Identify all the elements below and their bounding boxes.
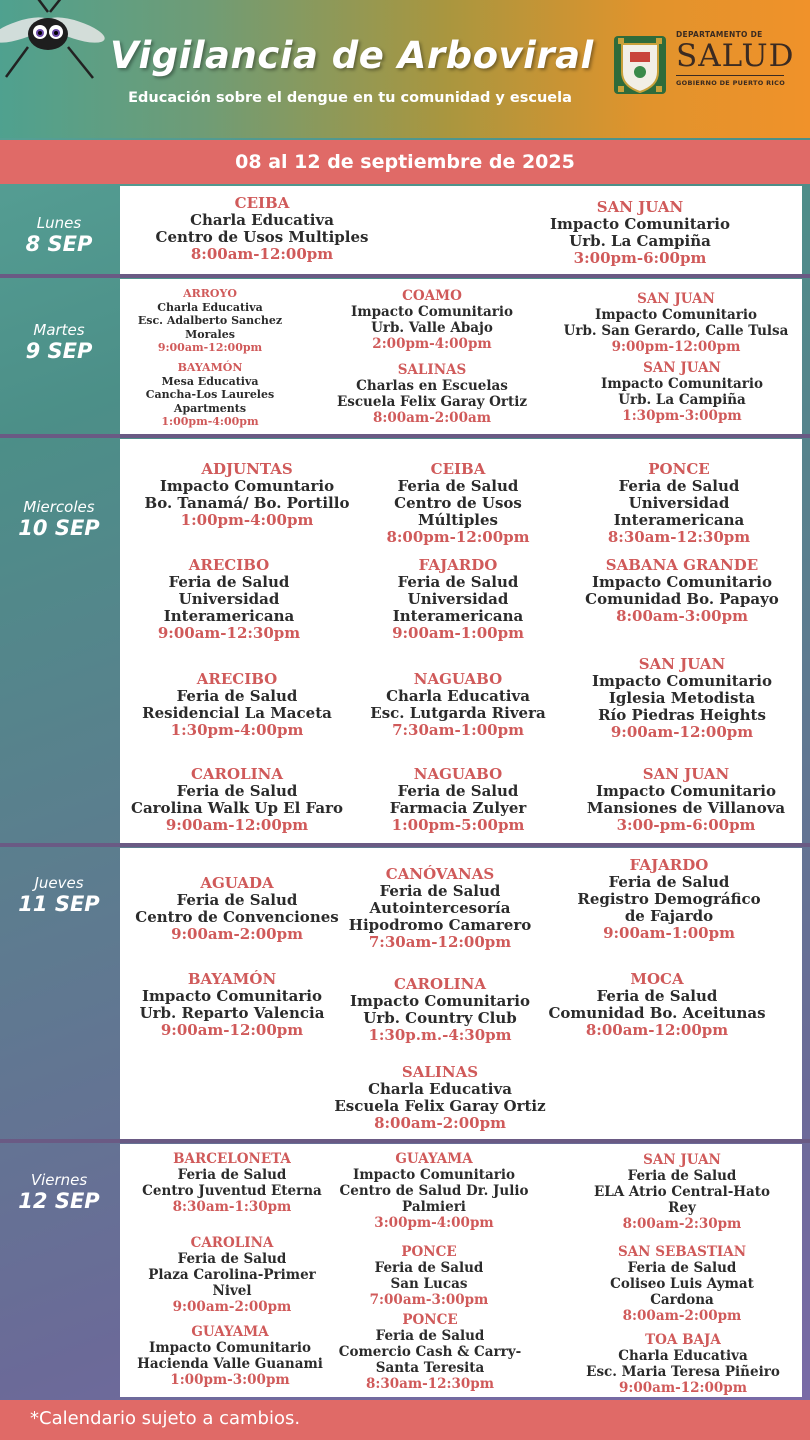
day-date: 8 SEP xyxy=(25,232,93,256)
event-naguabo xyxy=(350,671,566,739)
event-time: 9:00pm-12:00pm xyxy=(611,339,741,355)
event-place: SAN JUAN xyxy=(643,360,721,376)
event-line: Rey xyxy=(668,1200,696,1216)
event-time: 8:30am-12:30pm xyxy=(607,528,751,546)
event-line: Feria de Salud xyxy=(627,1168,737,1184)
event-coamo xyxy=(322,288,542,352)
event-line: Urb. La Campiña xyxy=(569,232,711,250)
event-line: Feria de Salud xyxy=(177,1251,287,1267)
date-range-banner: 08 al 12 de septiembre de 2025 xyxy=(0,140,810,184)
event-line: Nivel xyxy=(212,1283,252,1299)
event-time: 8:00am-3:00pm xyxy=(616,607,748,625)
event-line: Feria de Salud xyxy=(397,573,519,591)
government-label: GOBIERNO DE PUERTO RICO xyxy=(676,79,786,87)
event-line: Feria de Salud xyxy=(375,1328,485,1344)
event-place: BAYAMÓN xyxy=(187,970,277,988)
event-line: de Fajardo xyxy=(624,907,714,925)
day-label-viernes xyxy=(0,1171,118,1213)
day-name: Martes xyxy=(33,321,85,339)
event-line: Charla Educativa xyxy=(157,300,263,314)
event-line: Interamericana xyxy=(163,607,295,625)
day-date: 11 SEP xyxy=(18,892,100,916)
event-place: CEIBA xyxy=(234,194,290,212)
event-time: 9:00am-12:00pm xyxy=(165,816,309,834)
day-name: Jueves xyxy=(34,874,84,892)
event-sabana-grande xyxy=(570,557,794,625)
event-place: COAMO xyxy=(402,288,462,304)
event-time: 9:00am-1:00pm xyxy=(603,924,735,942)
event-line: Impacto Comunitario xyxy=(592,573,772,591)
event-line: Impacto Comunitario xyxy=(596,782,776,800)
event-time: 1:30pm-3:00pm xyxy=(622,408,742,424)
event-line: Morales xyxy=(185,327,235,341)
event-time: 9:00am-12:00pm xyxy=(618,1380,748,1396)
event-arecibo xyxy=(126,557,332,642)
event-line: Universidad xyxy=(178,590,280,608)
event-time: 2:00pm-4:00pm xyxy=(372,336,492,352)
event-place: BARCELONETA xyxy=(173,1151,291,1167)
event-line: Centro de Usos Multiples xyxy=(155,228,369,246)
event-place: CANÓVANAS xyxy=(385,865,495,883)
day-label-jueves xyxy=(0,874,118,916)
event-line: Comunidad Bo. Papayo xyxy=(585,590,779,608)
event-salinas xyxy=(312,362,552,426)
day-label-lunes xyxy=(0,214,118,256)
day-name: Lunes xyxy=(36,214,82,232)
page-title: Vigilancia de Arboviral xyxy=(110,34,594,77)
event-line: Coliseo Luis Aymat xyxy=(610,1276,754,1292)
footer xyxy=(0,1400,810,1440)
day-date: 12 SEP xyxy=(18,1189,100,1213)
event-line: Cancha-Los Laureles xyxy=(145,388,275,401)
event-line: Charla Educativa xyxy=(368,1080,512,1098)
event-ponce xyxy=(330,1312,530,1392)
event-guayama xyxy=(334,1151,534,1231)
event-line: Urb. Valle Abajo xyxy=(371,320,493,336)
event-line: Feria de Salud xyxy=(596,987,718,1005)
event-time: 9:00am-12:30pm xyxy=(157,624,301,642)
event-line: Bo. Tanamá/ Bo. Portillo xyxy=(144,494,350,512)
event-place: AGUADA xyxy=(200,874,274,892)
event-time: 3:00pm-6:00pm xyxy=(573,249,707,267)
event-place: ARECIBO xyxy=(188,556,270,574)
department-logo xyxy=(676,30,796,87)
event-line: Comunidad Bo. Aceitunas xyxy=(548,1004,766,1022)
event-line: Autointercesoría xyxy=(369,899,511,917)
event-place: SAN SEBASTIAN xyxy=(617,1244,747,1260)
event-time: 8:30am-1:30pm xyxy=(172,1199,292,1215)
event-time: 9:00am-12:00pm xyxy=(160,1021,304,1039)
event-line: Urb. La Campiña xyxy=(618,392,746,408)
event-bayamon xyxy=(124,361,296,429)
event-place: CAROLINA xyxy=(393,975,487,993)
event-line: Charla Educativa xyxy=(386,687,530,705)
event-san-juan xyxy=(520,199,760,267)
event-bayamon xyxy=(126,971,338,1039)
event-time: 1:30pm-4:00pm xyxy=(170,721,304,739)
event-line: Farmacia Zulyer xyxy=(389,799,527,817)
event-line: Hipodromo Camarero xyxy=(348,916,532,934)
event-san-juan xyxy=(576,766,796,834)
event-line: Feria de Salud xyxy=(176,782,298,800)
event-line: Impacto Comunitario xyxy=(142,987,322,1005)
event-line: Impacto Comunitario xyxy=(550,215,730,233)
event-guayama xyxy=(126,1324,334,1388)
header xyxy=(0,0,810,138)
event-place: PONCE xyxy=(648,460,710,478)
event-line: Centro Juventud Eterna xyxy=(142,1183,322,1199)
event-place: CAROLINA xyxy=(190,1235,274,1251)
event-line: Impacto Comunitario xyxy=(350,992,530,1010)
event-line: Santa Teresita xyxy=(375,1360,485,1376)
event-time: 9:00am-1:00pm xyxy=(392,624,524,642)
event-line: Impacto Comunitario xyxy=(353,1167,515,1183)
event-line: Urb. Country Club xyxy=(363,1009,517,1027)
event-time: 1:00pm-3:00pm xyxy=(170,1372,290,1388)
event-place: CAROLINA xyxy=(190,765,284,783)
event-time: 1:00pm-4:00pm xyxy=(161,415,259,428)
event-line: Interamericana xyxy=(392,607,524,625)
event-ponce xyxy=(570,461,788,546)
event-line: Carolina Walk Up El Faro xyxy=(131,799,343,817)
event-san-juan xyxy=(568,360,796,424)
event-line: Feria de Salud xyxy=(374,1260,484,1276)
event-time: 1:00pm-4:00pm xyxy=(180,511,314,529)
event-line: Feria de Salud xyxy=(168,573,290,591)
department-label: DEPARTAMENTO DE xyxy=(676,30,763,39)
event-line: Centro de Usos xyxy=(394,494,522,512)
event-san-juan xyxy=(576,656,788,741)
event-time: 3:00pm-4:00pm xyxy=(374,1215,494,1231)
event-arroyo xyxy=(124,287,296,355)
event-place: GUAYAMA xyxy=(191,1324,269,1340)
event-place: CEIBA xyxy=(430,460,486,478)
event-time: 8:30am-12:30pm xyxy=(365,1376,495,1392)
event-line: Mansiones de Villanova xyxy=(586,799,786,817)
event-line: Urb. Reparto Valencia xyxy=(139,1004,325,1022)
event-time: 8:00am-2:00pm xyxy=(622,1308,742,1324)
event-place: ARROYO xyxy=(183,287,237,300)
day-name: Viernes xyxy=(30,1171,88,1189)
event-line: Esc. Lutgarda Rivera xyxy=(370,704,546,722)
event-time: 1:30p.m.-4:30pm xyxy=(368,1026,512,1044)
event-adjuntas xyxy=(126,461,368,529)
event-line: Universidad xyxy=(407,590,509,608)
event-line: Centro de Convenciones xyxy=(135,908,339,926)
event-line: Registro Demográfico xyxy=(577,890,761,908)
event-san-sebastian xyxy=(582,1244,782,1324)
event-time: 7:30am-12:00pm xyxy=(368,933,512,951)
event-line: Impacto Comunitario xyxy=(592,672,772,690)
event-time: 3:00-pm-6:00pm xyxy=(616,816,756,834)
event-time: 7:30am-1:00pm xyxy=(392,721,524,739)
event-line: Impacto Comunitario xyxy=(595,307,757,323)
event-line: Feria de Salud xyxy=(176,687,298,705)
event-fajardo xyxy=(360,557,556,642)
event-ponce xyxy=(354,1244,504,1308)
event-toa-baja xyxy=(570,1332,796,1396)
event-place: FAJARDO xyxy=(418,556,498,574)
event-line: Feria de Salud xyxy=(397,782,519,800)
day-separator xyxy=(0,274,810,278)
event-line: Impacto Comuntario xyxy=(159,477,335,495)
event-line: Mesa Educativa xyxy=(161,374,259,388)
event-line: Interamericana xyxy=(613,511,745,529)
event-place: SALINAS xyxy=(401,1063,479,1081)
event-line: Comercio Cash & Carry- xyxy=(338,1344,522,1360)
event-line: Feria de Salud xyxy=(618,477,740,495)
event-line: Feria de Salud xyxy=(627,1260,737,1276)
day-separator xyxy=(0,434,810,438)
event-line: ELA Atrio Central-Hato xyxy=(593,1184,771,1200)
event-barceloneta xyxy=(136,1151,328,1215)
event-carolina xyxy=(136,1235,328,1315)
event-san-juan xyxy=(582,1152,782,1232)
event-line: Plaza Carolina-Primer xyxy=(148,1267,316,1283)
event-line: Feria de Salud xyxy=(379,882,501,900)
event-time: 9:00am-12:00pm xyxy=(610,723,754,741)
day-label-miercoles xyxy=(0,498,118,540)
event-aguada xyxy=(126,875,348,943)
event-san-juan xyxy=(556,291,796,355)
disclaimer-note: *Calendario sujeto a cambios. xyxy=(30,1408,301,1429)
event-place: SAN JUAN xyxy=(637,291,715,307)
event-line: Hacienda Valle Guanami xyxy=(137,1356,323,1372)
event-line: San Lucas xyxy=(390,1276,468,1292)
event-line: Escuela Felix Garay Ortiz xyxy=(334,1097,546,1115)
mosquito-icon xyxy=(0,0,108,84)
event-time: 8:00am-12:00pm xyxy=(190,245,334,263)
event-line: Centro de Salud Dr. Julio xyxy=(339,1183,529,1199)
event-place: SAN JUAN xyxy=(638,655,726,673)
event-place: NAGUABO xyxy=(413,765,503,783)
event-time: 9:00am-2:00pm xyxy=(171,925,303,943)
event-place: GUAYAMA xyxy=(395,1151,473,1167)
department-divider xyxy=(676,75,784,76)
event-naguabo xyxy=(360,766,556,834)
event-time: 8:00am-12:00pm xyxy=(585,1021,729,1039)
event-place: SAN JUAN xyxy=(642,765,730,783)
event-time: 8:00am-2:00am xyxy=(373,410,491,426)
page-subtitle: Educación sobre el dengue en tu comunidad y escuela xyxy=(128,90,572,106)
day-date: 9 SEP xyxy=(25,339,93,363)
event-line: Iglesia Metodista xyxy=(608,689,756,707)
event-place: ARECIBO xyxy=(196,670,278,688)
event-line: Universidad xyxy=(628,494,730,512)
event-carolina xyxy=(122,766,352,834)
day-separator xyxy=(0,1139,810,1143)
event-canovanas xyxy=(342,866,538,951)
event-time: 9:00am-12:00pm xyxy=(157,341,263,354)
event-place: FAJARDO xyxy=(629,856,709,874)
day-date: 10 SEP xyxy=(18,516,100,540)
event-line: Charla Educativa xyxy=(618,1348,748,1364)
event-time: 8:00pm-12:00pm xyxy=(386,528,530,546)
puerto-rico-seal-icon xyxy=(612,32,668,100)
event-place: NAGUABO xyxy=(413,670,503,688)
event-line: Charlas en Escuelas xyxy=(356,378,508,394)
day-separator xyxy=(0,843,810,847)
event-place: SAN JUAN xyxy=(596,198,684,216)
event-line: Impacto Comunitario xyxy=(351,304,513,320)
event-line: Charla Educativa xyxy=(190,211,334,229)
event-line: Múltiples xyxy=(417,511,498,529)
event-place: MOCA xyxy=(630,970,684,988)
event-place: ADJUNTAS xyxy=(201,460,293,478)
event-time: 1:00pm-5:00pm xyxy=(391,816,525,834)
event-salinas xyxy=(326,1064,554,1132)
event-place: PONCE xyxy=(401,1244,457,1260)
event-fajardo xyxy=(566,857,772,942)
event-line: Palmieri xyxy=(402,1199,466,1215)
event-line: Feria de Salud xyxy=(608,873,730,891)
event-line: Feria de Salud xyxy=(397,477,519,495)
day-label-martes xyxy=(0,321,118,363)
event-place: SALINAS xyxy=(397,362,467,378)
event-line: Esc. Adalberto Sanchez xyxy=(137,314,283,327)
event-place: SAN JUAN xyxy=(643,1152,721,1168)
event-line: Residencial La Maceta xyxy=(142,704,332,722)
event-ceiba xyxy=(130,195,394,263)
event-place: TOA BAJA xyxy=(645,1332,721,1348)
event-line: Impacto Comunitario xyxy=(601,376,763,392)
event-moca xyxy=(544,971,770,1039)
event-time: 8:00am-2:00pm xyxy=(374,1114,506,1132)
event-time: 9:00am-2:00pm xyxy=(172,1299,292,1315)
event-line: Impacto Comunitario xyxy=(149,1340,311,1356)
event-ceiba xyxy=(360,461,556,546)
event-place: PONCE xyxy=(402,1312,458,1328)
event-line: Esc. Maria Teresa Piñeiro xyxy=(586,1364,780,1380)
department-name: SALUD xyxy=(676,38,795,74)
event-time: 8:00am-2:30pm xyxy=(622,1216,742,1232)
event-time: 7:00am-3:00pm xyxy=(369,1292,489,1308)
event-arecibo xyxy=(126,671,348,739)
event-place: BAYAMÓN xyxy=(177,361,243,374)
event-line: Urb. San Gerardo, Calle Tulsa xyxy=(563,323,789,339)
event-line: Feria de Salud xyxy=(177,1167,287,1183)
event-line: Apartments xyxy=(173,401,247,415)
day-name: Miercoles xyxy=(23,498,95,516)
event-carolina xyxy=(346,976,534,1044)
event-place: SABANA GRANDE xyxy=(605,556,759,574)
event-line: Escuela Felix Garay Ortiz xyxy=(336,394,528,410)
event-line: Cardona xyxy=(650,1292,714,1308)
event-line: Feria de Salud xyxy=(176,891,298,909)
event-line: Río Piedras Heights xyxy=(598,706,766,724)
